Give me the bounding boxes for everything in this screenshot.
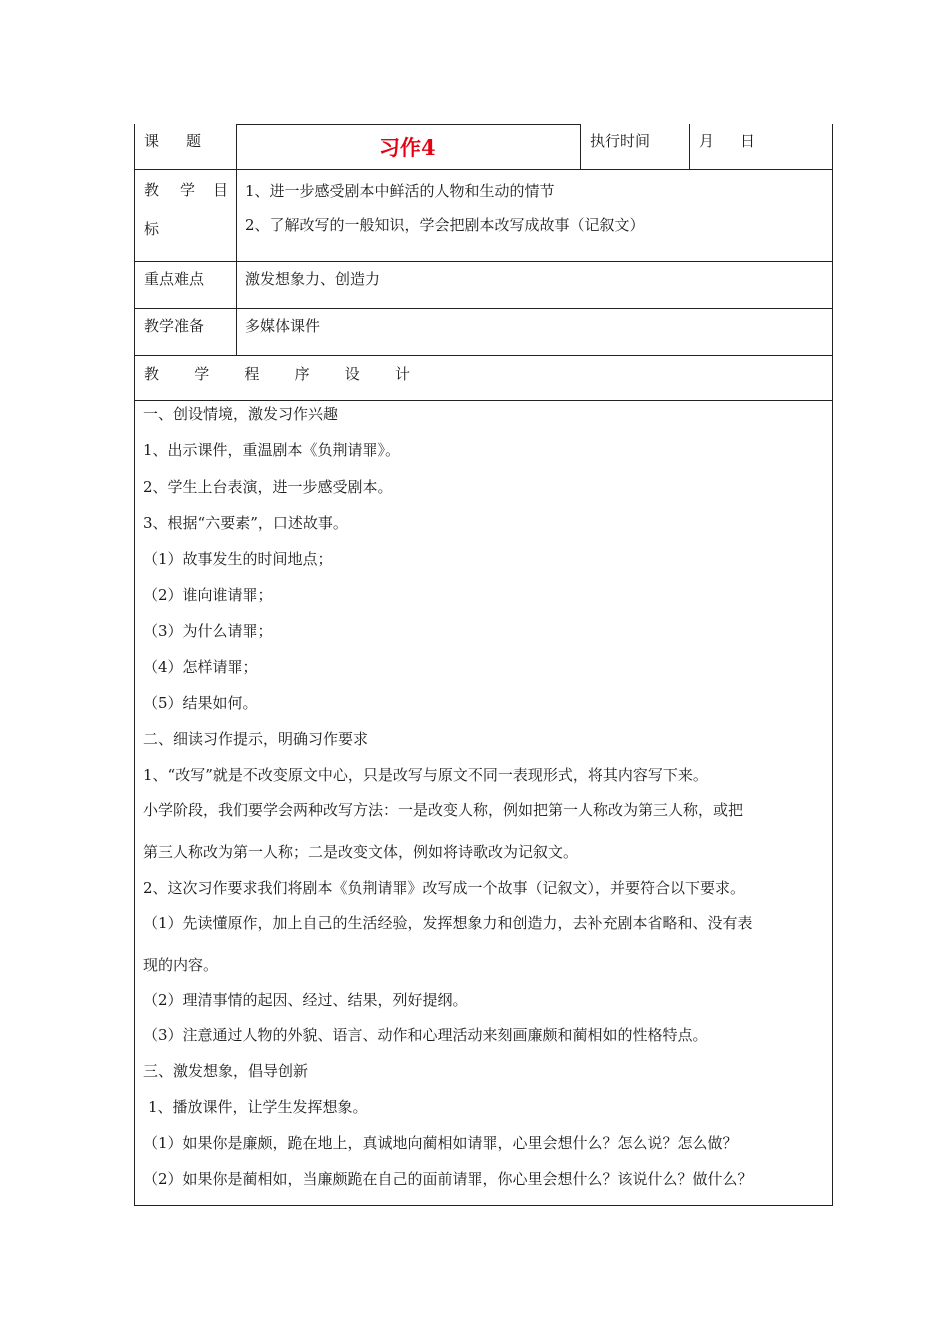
body-line: 2、学生上台表演，进一步感受剧本。 bbox=[143, 478, 393, 496]
section-heading: 三、激发想象，倡导创新 bbox=[143, 1062, 309, 1080]
section-heading: 一、创设情境，激发习作兴趣 bbox=[143, 405, 339, 423]
body-line: 1、出示课件，重温剧本《负荆请罪》。 bbox=[143, 441, 401, 459]
design-header-char: 教 bbox=[144, 365, 160, 383]
row-line-4 bbox=[134, 355, 833, 356]
row-divider-label-col bbox=[236, 124, 237, 356]
goals-label-char-2: 学 bbox=[180, 181, 196, 199]
title-cell-top-border bbox=[236, 124, 581, 125]
body-line: 1、播放课件，让学生发挥想象。 bbox=[148, 1098, 368, 1116]
goals-label-char-1: 教 bbox=[144, 181, 160, 199]
goal-item: 1、进一步感受剧本中鲜活的人物和生动的情节 bbox=[245, 182, 555, 200]
body-line: 1、“改写”就是不改变原文中心，只是改写与原文不同一表现形式，将其内容写下来。 bbox=[143, 766, 708, 784]
body-line: （3）注意通过人物的外貌、语言、动作和心理活动来刻画廉颇和蔺相如的性格特点。 bbox=[143, 1026, 708, 1044]
row-divider-title-col bbox=[580, 124, 581, 170]
section-heading: 二、细读习作提示，明确习作要求 bbox=[143, 730, 369, 748]
body-line: （1）如果你是廉颇，跪在地上，真诚地向蔺相如请罪，心里会想什么？怎么说？怎么做？ bbox=[143, 1134, 738, 1152]
body-line: （1）故事发生的时间地点； bbox=[143, 550, 333, 568]
design-header-char: 学 bbox=[194, 365, 210, 383]
goals-label-char-4: 标 bbox=[144, 220, 160, 238]
exec-time-label: 执行时间 bbox=[590, 132, 651, 150]
month-label: 月 bbox=[699, 132, 715, 150]
day-label: 日 bbox=[740, 132, 756, 150]
body-line: （4）怎样请罪； bbox=[143, 658, 258, 676]
row-divider-time-col bbox=[689, 124, 690, 170]
key-points-value: 激发想象力、创造力 bbox=[245, 270, 381, 288]
design-header-char: 设 bbox=[344, 365, 360, 383]
body-line: 小学阶段，我们要学会两种改写方法：一是改变人称，例如把第一人称改为第三人称，或把 bbox=[143, 801, 744, 819]
design-header-char: 程 bbox=[244, 365, 260, 383]
row-line-2 bbox=[134, 261, 833, 262]
row-line-3 bbox=[134, 308, 833, 309]
body-line: （5）结果如何。 bbox=[143, 694, 258, 712]
body-line: 2、这次习作要求我们将剧本《负荆请罪》改写成一个故事（记叙文），并要符合以下要求。 bbox=[143, 879, 746, 897]
body-line: 3、根据“六要素”，口述故事。 bbox=[143, 514, 348, 532]
body-line: （2）谁向谁请罪； bbox=[143, 586, 273, 604]
body-line: （2）如果你是蔺相如，当廉颇跪在自己的面前请罪，你心里会想什么？该说什么？做什么？ bbox=[143, 1170, 753, 1188]
key-points-label: 重点难点 bbox=[144, 270, 205, 288]
table-border-left bbox=[134, 124, 135, 1205]
lesson-title: 习作4 bbox=[379, 135, 436, 160]
topic-label-char-2: 题 bbox=[186, 132, 202, 150]
table-border-bottom bbox=[134, 1205, 833, 1206]
goal-item: 2、了解改写的一般知识，学会把剧本改写成故事（记叙文） bbox=[245, 216, 645, 234]
body-line: （2）理清事情的起因、经过、结果，列好提纲。 bbox=[143, 991, 468, 1009]
body-line: （1）先读懂原作，加上自己的生活经验，发挥想象力和创造力，去补充剧本省略和、没有表 bbox=[143, 914, 753, 932]
row-line-1 bbox=[134, 169, 833, 170]
design-header-char: 计 bbox=[394, 365, 410, 383]
row-line-5 bbox=[134, 400, 833, 401]
table-border-right bbox=[832, 124, 833, 1205]
goals-label-char-3: 目 bbox=[213, 181, 229, 199]
design-header bbox=[144, 365, 410, 383]
body-line: 第三人称改为第一人称；二是改变文体，例如将诗歌改为记叙文。 bbox=[143, 843, 579, 861]
topic-label-char-1: 课 bbox=[144, 132, 160, 150]
preparation-value: 多媒体课件 bbox=[245, 317, 321, 335]
body-line: （3）为什么请罪； bbox=[143, 622, 273, 640]
body-line: 现的内容。 bbox=[143, 956, 219, 974]
design-header-char: 序 bbox=[294, 365, 310, 383]
preparation-label: 教学准备 bbox=[144, 317, 205, 335]
